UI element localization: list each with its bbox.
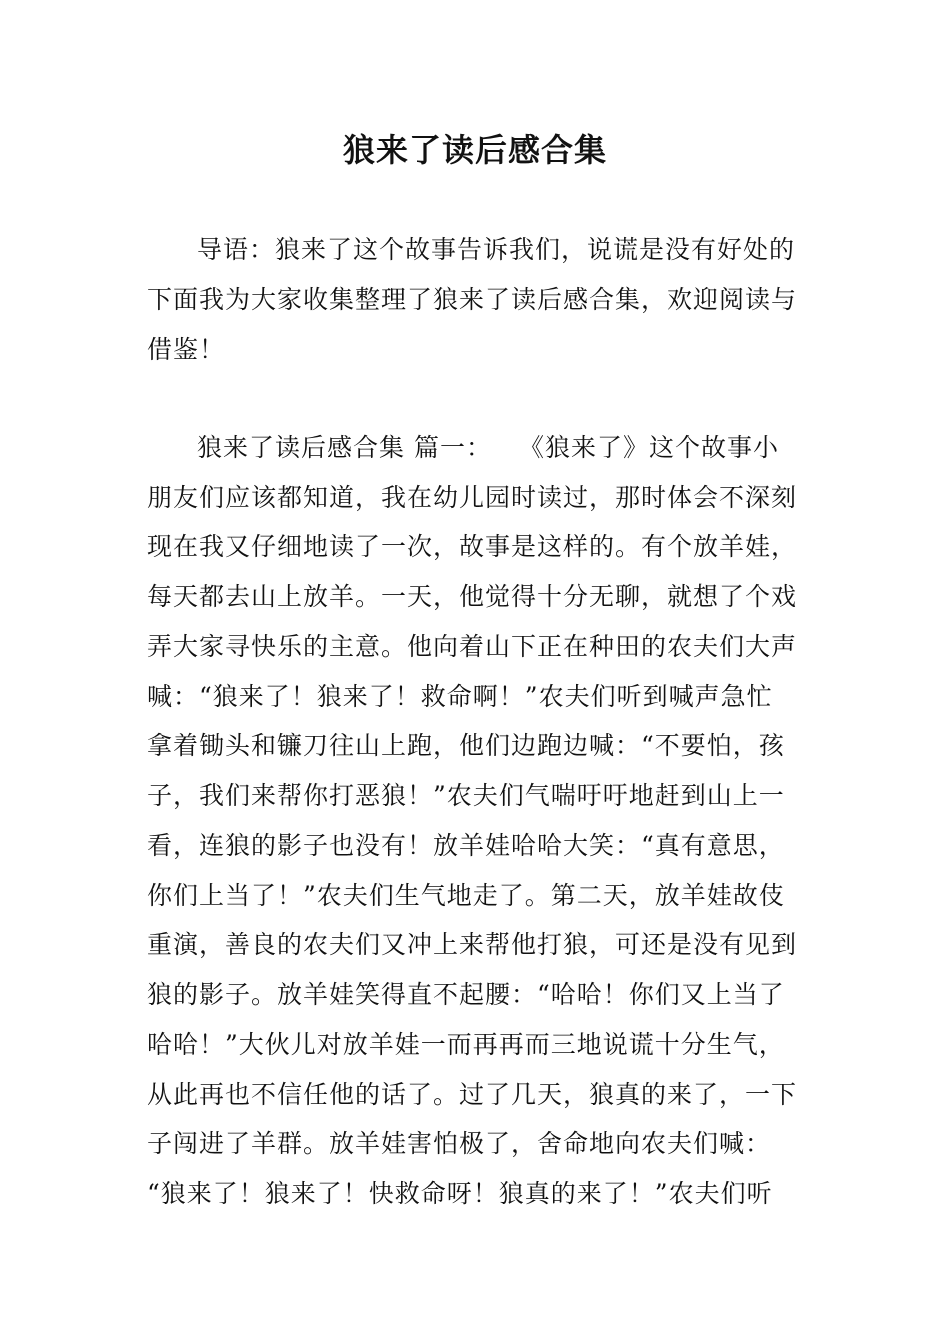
body-line: 哈哈！”大伙儿对放羊娃一而再再而三地说谎十分生气， [147,1030,785,1059]
intro-line: 下面我为大家收集整理了狼来了读后感合集，欢迎阅读与 [147,285,798,314]
body-line: 朋友们应该都知道，我在幼儿园时读过，那时体会不深刻 [147,483,798,512]
body-line: 重演，善良的农夫们又冲上来帮他打狼，可还是没有见到 [147,930,798,959]
document-title: 狼来了读后感合集 [342,131,607,169]
body-line: 狼的影子。放羊娃笑得直不起腰：“哈哈！你们又上当了 [147,980,785,1009]
body-line: 子闯进了羊群。放羊娃害怕极了，舍命地向农夫们喊： [147,1129,772,1158]
intro-line: 借鉴！ [147,335,226,364]
body-line: 喊：“狼来了！狼来了！救命啊！”农夫们听到喊声急忙 [147,682,773,711]
body-line: 你们上当了！”农夫们生气地走了。第二天，放羊娃故伎 [147,881,785,910]
body-line: 狼来了读后感合集 篇一： 《狼来了》这个故事小 [197,433,779,462]
body-line: 弄大家寻快乐的主意。他向着山下正在种田的农夫们大声 [147,632,798,661]
body-line: 子，我们来帮你打恶狼！”农夫们气喘吁吁地赶到山上一 [147,781,785,810]
body-line: 现在我又仔细地读了一次，故事是这样的。有个放羊娃， [147,532,798,561]
body-line: 看，连狼的影子也没有！放羊娃哈哈大笑：“真有意思， [147,831,785,860]
body-line: 从此再也不信任他的话了。过了几天，狼真的来了，一下 [147,1080,798,1109]
body-line: 拿着锄头和镰刀往山上跑，他们边跑边喊：“不要怕，孩 [147,731,785,760]
body-line: 每天都去山上放羊。一天，他觉得十分无聊，就想了个戏 [147,582,798,611]
body-line: “狼来了！狼来了！快救命呀！狼真的来了！”农夫们听 [147,1179,773,1208]
intro-line: 导语：狼来了这个故事告诉我们，说谎是没有好处的 [197,235,796,264]
